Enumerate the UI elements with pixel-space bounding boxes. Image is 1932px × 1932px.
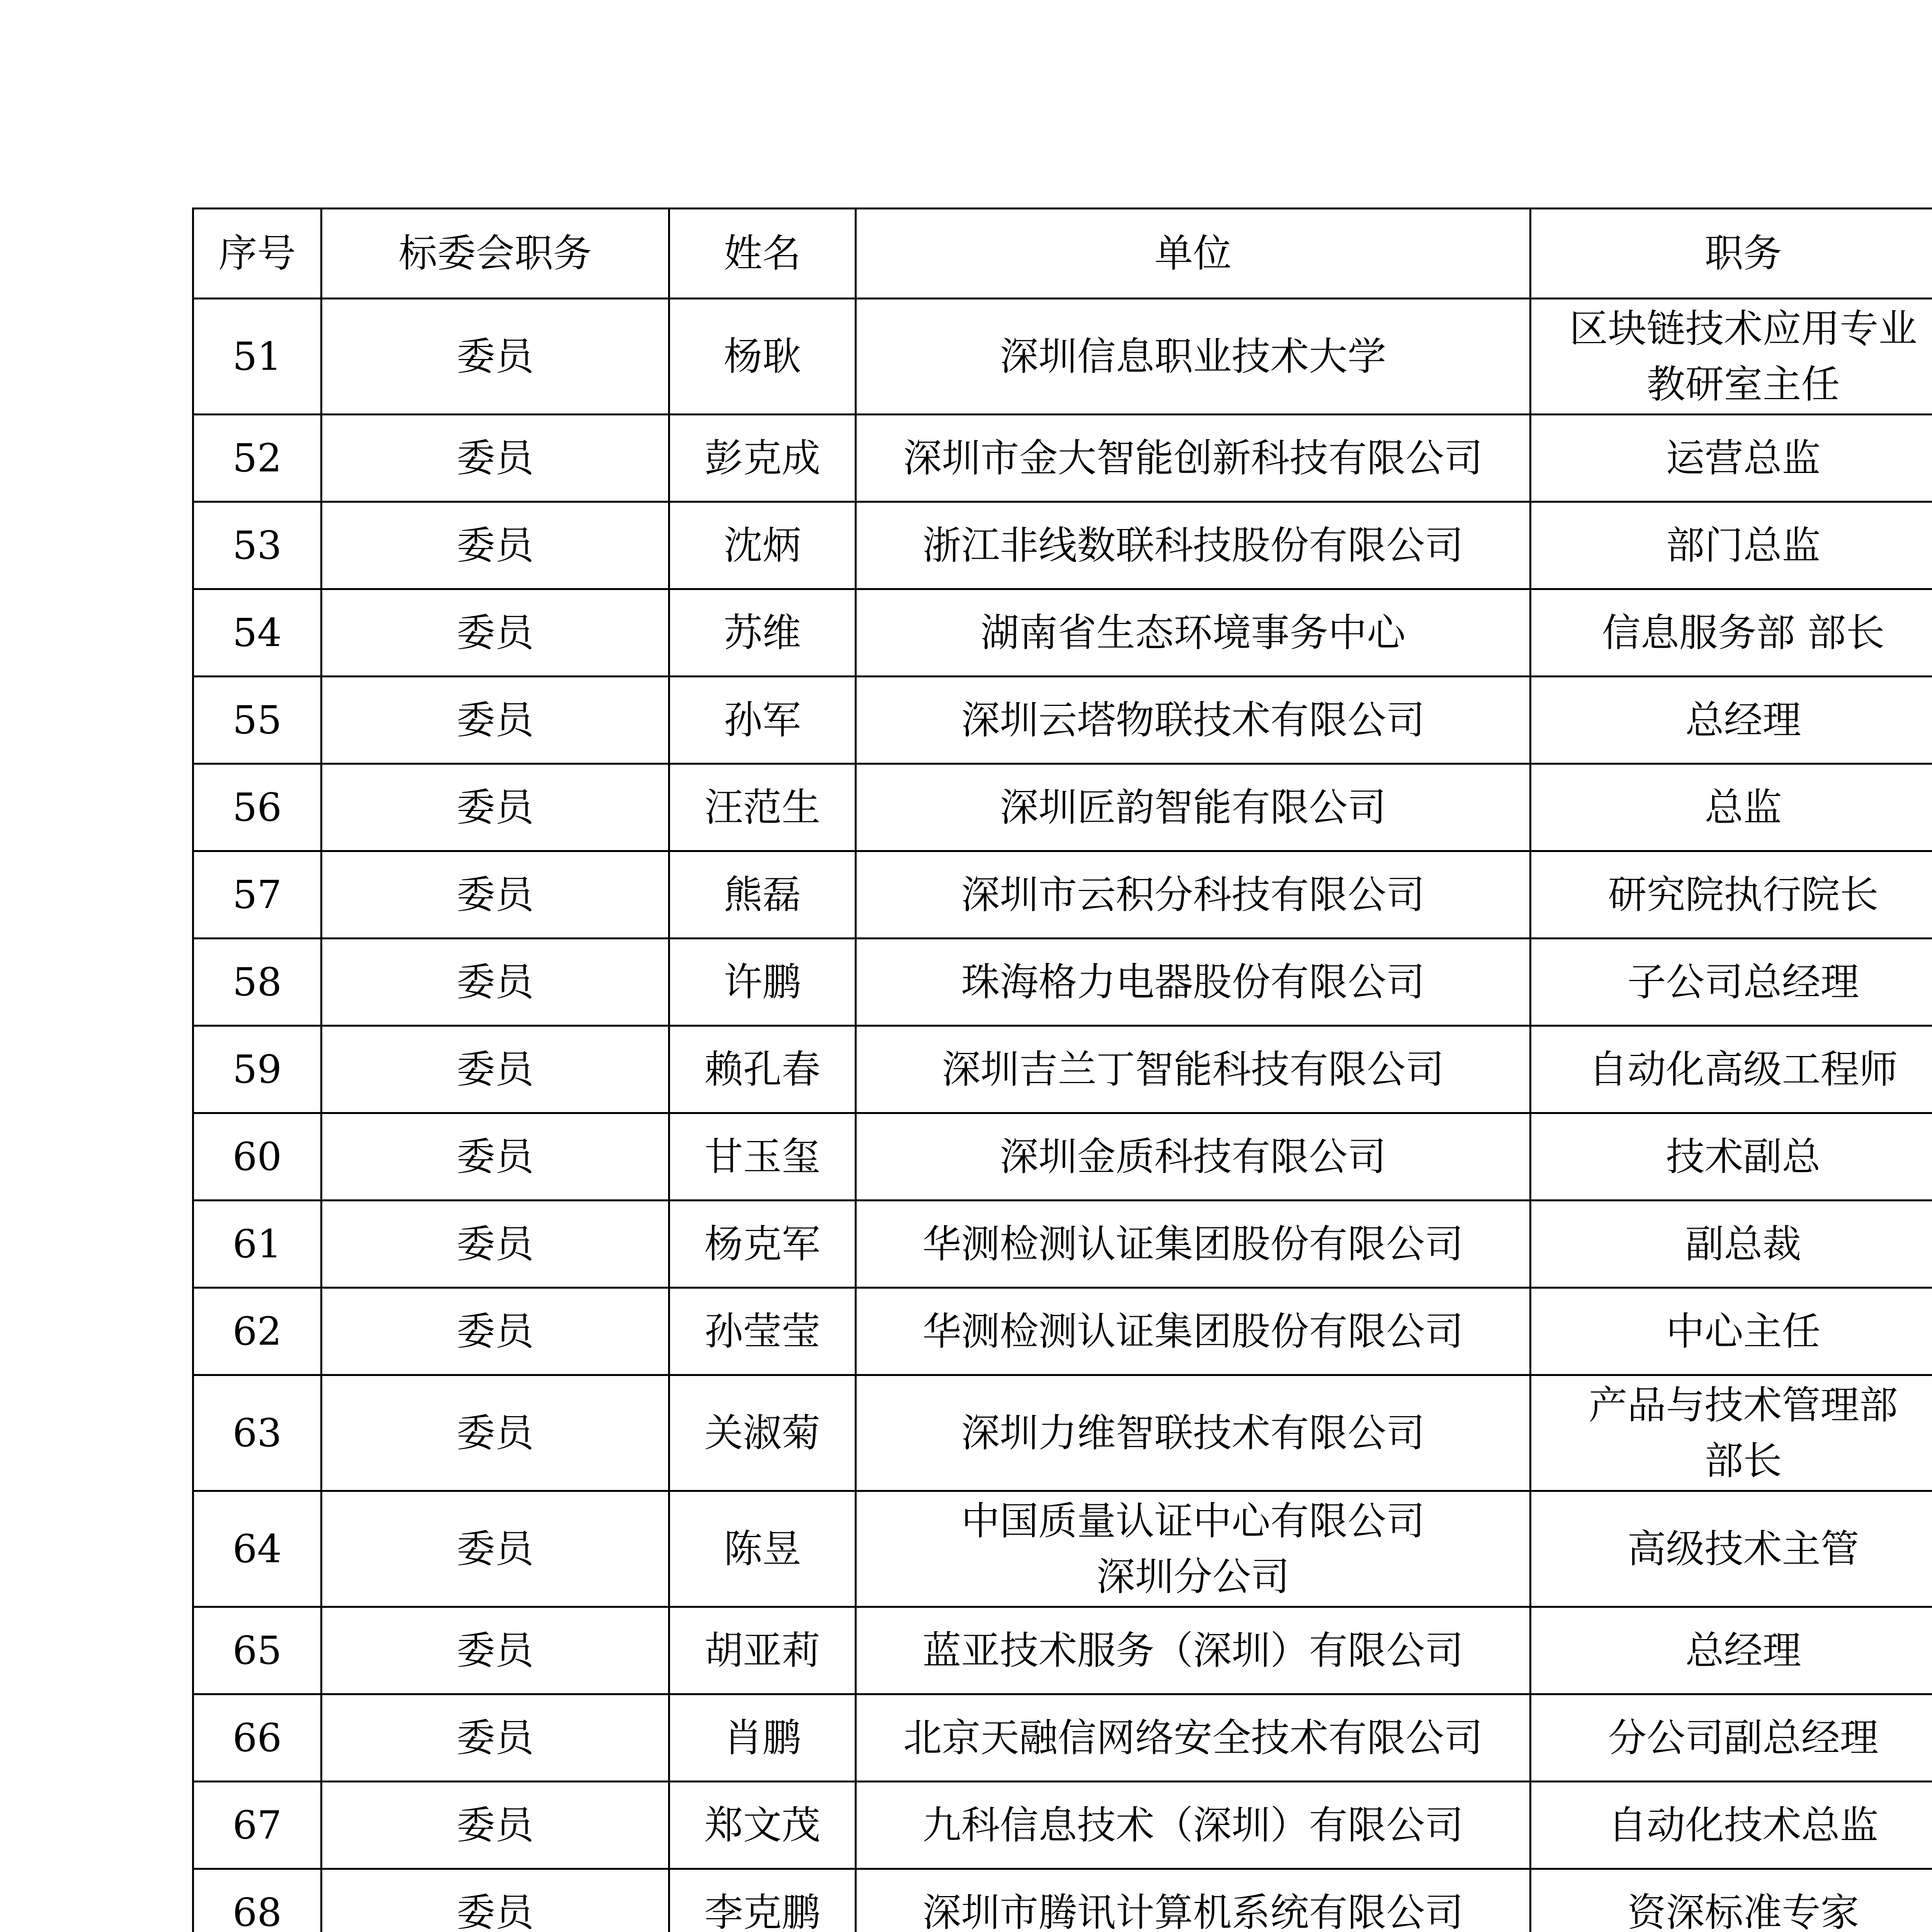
row-position-line: 研究院执行院长 <box>1608 872 1879 917</box>
row-organization <box>856 1869 1531 1932</box>
header-organization: 单位 <box>856 209 1531 299</box>
row-index: 55 <box>193 677 321 764</box>
row-committee-role: 委员 <box>321 1375 669 1491</box>
row-organization <box>856 1375 1531 1491</box>
table-row <box>193 1288 1932 1375</box>
row-position-line: 自动化技术总监 <box>1608 1802 1879 1848</box>
row-member-name: 汪范生 <box>669 764 856 851</box>
row-position-line: 副总裁 <box>1685 1221 1801 1267</box>
row-member-name: 赖孔春 <box>669 1026 856 1113</box>
row-index: 58 <box>193 939 321 1026</box>
row-position <box>1531 415 1932 502</box>
header-row <box>193 209 1932 299</box>
table-row <box>193 1607 1932 1694</box>
row-position-line: 区块链技术应用专业 <box>1569 306 1917 351</box>
row-committee-role: 委员 <box>321 415 669 502</box>
row-organization-line: 华测检测认证集团股份有限公司 <box>922 1308 1464 1354</box>
row-position <box>1531 1113 1932 1201</box>
table-row <box>193 589 1932 677</box>
row-index: 52 <box>193 415 321 502</box>
table-row <box>193 1694 1932 1782</box>
row-organization-line: 深圳力维智联技术有限公司 <box>961 1410 1425 1456</box>
row-position-line: 技术副总 <box>1666 1134 1821 1179</box>
row-organization-line: 华测检测认证集团股份有限公司 <box>922 1221 1464 1267</box>
row-organization <box>856 1288 1531 1375</box>
row-position-line: 信息服务部 部长 <box>1602 610 1885 655</box>
row-position-line: 子公司总经理 <box>1627 959 1859 1005</box>
row-organization-line: 北京天融信网络安全技术有限公司 <box>903 1715 1483 1760</box>
row-organization <box>856 502 1531 589</box>
table-row <box>193 1113 1932 1201</box>
row-member-name: 关淑菊 <box>669 1375 856 1491</box>
row-member-name: 许鹏 <box>669 939 856 1026</box>
committee-member-table <box>192 207 1932 1932</box>
row-organization-line: 深圳分公司 <box>1096 1554 1290 1599</box>
row-position-line: 部门总监 <box>1666 522 1821 568</box>
row-committee-role: 委员 <box>321 764 669 851</box>
row-position <box>1531 1288 1932 1375</box>
row-member-name: 杨耿 <box>669 299 856 415</box>
row-position-line: 自动化高级工程师 <box>1588 1046 1898 1092</box>
row-position-line: 中心主任 <box>1666 1308 1821 1354</box>
row-committee-role: 委员 <box>321 1201 669 1288</box>
row-position-line: 产品与技术管理部 <box>1588 1382 1898 1428</box>
row-organization <box>856 1694 1531 1782</box>
row-position-line: 部长 <box>1704 1438 1782 1483</box>
table-row <box>193 1026 1932 1113</box>
row-organization <box>856 851 1531 939</box>
row-committee-role: 委员 <box>321 939 669 1026</box>
table-header <box>193 209 1932 299</box>
row-position-line: 总经理 <box>1685 1628 1801 1673</box>
header-name: 姓名 <box>669 209 856 299</box>
row-index: 51 <box>193 299 321 415</box>
row-member-name: 孙莹莹 <box>669 1288 856 1375</box>
row-position <box>1531 589 1932 677</box>
row-position <box>1531 1201 1932 1288</box>
row-organization-line: 深圳金质科技有限公司 <box>1000 1134 1386 1179</box>
row-position-line: 总监 <box>1704 784 1782 830</box>
row-position-line: 总经理 <box>1685 697 1801 743</box>
row-committee-role: 委员 <box>321 1288 669 1375</box>
row-organization <box>856 1201 1531 1288</box>
row-index: 60 <box>193 1113 321 1201</box>
row-position-line: 教研室主任 <box>1646 361 1840 407</box>
row-position <box>1531 764 1932 851</box>
row-committee-role: 委员 <box>321 1869 669 1932</box>
table-row <box>193 1869 1932 1932</box>
row-committee-role: 委员 <box>321 299 669 415</box>
row-committee-role: 委员 <box>321 1694 669 1782</box>
row-member-name: 胡亚莉 <box>669 1607 856 1694</box>
row-position <box>1531 851 1932 939</box>
row-member-name: 陈昱 <box>669 1491 856 1607</box>
table-row <box>193 502 1932 589</box>
row-organization-line: 深圳信息职业技术大学 <box>1000 333 1386 379</box>
row-committee-role: 委员 <box>321 589 669 677</box>
table-row <box>193 1491 1932 1607</box>
row-member-name: 肖鹏 <box>669 1694 856 1782</box>
row-position <box>1531 1026 1932 1113</box>
row-organization-line: 九科信息技术（深圳）有限公司 <box>922 1802 1464 1848</box>
row-organization <box>856 299 1531 415</box>
row-position <box>1531 1491 1932 1607</box>
row-member-name: 杨克军 <box>669 1201 856 1288</box>
row-position <box>1531 1869 1932 1932</box>
row-position <box>1531 1375 1932 1491</box>
table-row <box>193 939 1932 1026</box>
table-row <box>193 1201 1932 1288</box>
row-organization <box>856 1782 1531 1869</box>
row-index: 68 <box>193 1869 321 1932</box>
row-position <box>1531 1782 1932 1869</box>
row-index: 62 <box>193 1288 321 1375</box>
row-committee-role: 委员 <box>321 851 669 939</box>
row-index: 65 <box>193 1607 321 1694</box>
row-committee-role: 委员 <box>321 677 669 764</box>
row-committee-role: 委员 <box>321 1607 669 1694</box>
row-committee-role: 委员 <box>321 502 669 589</box>
row-position-line: 分公司副总经理 <box>1608 1715 1879 1760</box>
row-position <box>1531 939 1932 1026</box>
row-committee-role: 委员 <box>321 1113 669 1201</box>
row-organization <box>856 1607 1531 1694</box>
row-position <box>1531 299 1932 415</box>
row-organization <box>856 1026 1531 1113</box>
row-committee-role: 委员 <box>321 1491 669 1607</box>
row-position <box>1531 502 1932 589</box>
row-organization-line: 深圳吉兰丁智能科技有限公司 <box>942 1046 1444 1092</box>
row-index: 67 <box>193 1782 321 1869</box>
row-position <box>1531 1694 1932 1782</box>
row-organization <box>856 1491 1531 1607</box>
row-organization <box>856 764 1531 851</box>
row-index: 63 <box>193 1375 321 1491</box>
row-position <box>1531 677 1932 764</box>
row-member-name: 彭克成 <box>669 415 856 502</box>
row-organization-line: 深圳云塔物联技术有限公司 <box>961 697 1425 743</box>
row-index: 56 <box>193 764 321 851</box>
row-organization-line: 深圳市云积分科技有限公司 <box>961 872 1425 917</box>
row-organization-line: 蓝亚技术服务（深圳）有限公司 <box>922 1628 1464 1673</box>
row-member-name: 甘玉玺 <box>669 1113 856 1201</box>
row-index: 61 <box>193 1201 321 1288</box>
row-index: 54 <box>193 589 321 677</box>
row-organization-line: 中国质量认证中心有限公司 <box>961 1498 1425 1544</box>
row-index: 59 <box>193 1026 321 1113</box>
table-row <box>193 299 1932 415</box>
row-organization <box>856 939 1531 1026</box>
row-member-name: 苏维 <box>669 589 856 677</box>
row-index: 66 <box>193 1694 321 1782</box>
header-position: 职务 <box>1531 209 1932 299</box>
header-committee-role: 标委会职务 <box>321 209 669 299</box>
row-position-line: 高级技术主管 <box>1627 1526 1859 1571</box>
row-organization-line: 浙江非线数联科技股份有限公司 <box>922 522 1464 568</box>
row-index: 53 <box>193 502 321 589</box>
row-member-name: 沈炳 <box>669 502 856 589</box>
row-organization <box>856 1113 1531 1201</box>
table-body <box>193 299 1932 1932</box>
table-row <box>193 851 1932 939</box>
row-index: 57 <box>193 851 321 939</box>
row-position-line: 运营总监 <box>1666 435 1821 481</box>
row-position <box>1531 1607 1932 1694</box>
row-organization-line: 湖南省生态环境事务中心 <box>980 610 1406 655</box>
header-index: 序号 <box>193 209 321 299</box>
table-row <box>193 677 1932 764</box>
row-organization-line: 深圳市腾讯计算机系统有限公司 <box>922 1889 1464 1932</box>
row-member-name: 孙军 <box>669 677 856 764</box>
row-organization-line: 深圳匠韵智能有限公司 <box>1000 784 1386 830</box>
row-position-line: 资深标准专家 <box>1627 1889 1859 1932</box>
row-index: 64 <box>193 1491 321 1607</box>
row-organization <box>856 589 1531 677</box>
table-row <box>193 764 1932 851</box>
row-organization <box>856 677 1531 764</box>
row-member-name: 熊磊 <box>669 851 856 939</box>
row-organization <box>856 415 1531 502</box>
row-member-name: 郑文茂 <box>669 1782 856 1869</box>
table-row <box>193 415 1932 502</box>
row-organization-line: 深圳市金大智能创新科技有限公司 <box>903 435 1483 481</box>
table-row <box>193 1375 1932 1491</box>
row-organization-line: 珠海格力电器股份有限公司 <box>961 959 1425 1005</box>
row-committee-role: 委员 <box>321 1026 669 1113</box>
row-member-name: 李克鹏 <box>669 1869 856 1932</box>
table-row <box>193 1782 1932 1869</box>
row-committee-role: 委员 <box>321 1782 669 1869</box>
